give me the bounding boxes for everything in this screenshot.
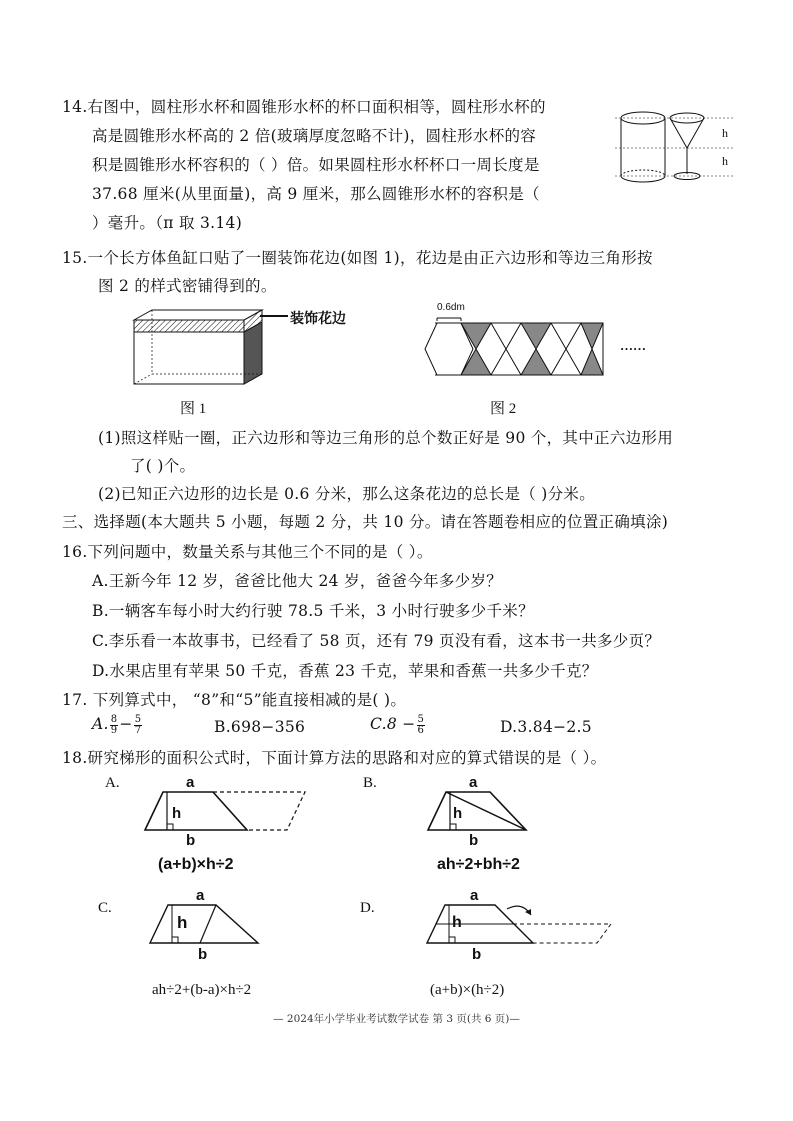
q15-fig2-caption: 图 2 bbox=[490, 401, 517, 417]
q15-fig1-tag: 装饰花边 bbox=[290, 310, 346, 326]
q14-figure-cups bbox=[615, 108, 735, 188]
q14-line2: 高是圆锥形水杯高的 2 倍(玻璃厚度忽略不计)，圆柱形水杯的容 bbox=[92, 127, 537, 145]
q15-fig2-dots: …… bbox=[620, 338, 646, 353]
q18-fig-d-b: b bbox=[472, 946, 482, 963]
q17-stem: 17. 下列算式中， “8”和“5”能直接相减的是( )。 bbox=[62, 691, 407, 709]
page-footer: — 2024年小学毕业考试数学试卷 第 3 页(共 6 页)— bbox=[273, 1013, 520, 1025]
q14-line4: 37.68 厘米(从里面量)，高 9 厘米，那么圆锥形水杯的容积是（ bbox=[92, 185, 540, 203]
q18-fig-a-b: b bbox=[186, 832, 196, 849]
q18-fig-d-h: h bbox=[452, 914, 462, 931]
q18-fig-b bbox=[428, 790, 538, 835]
q18-formula-c: ah÷2+(b-a)×h÷2 bbox=[152, 982, 252, 998]
q18-option-c-label: C. bbox=[98, 900, 112, 916]
q14-line1: 14.右图中，圆柱形水杯和圆锥形水杯的杯口面积相等，圆柱形水杯的 bbox=[62, 98, 546, 116]
q16-stem: 16.下列问题中，数量关系与其他三个不同的是（ ）。 bbox=[62, 543, 433, 561]
section3-heading: 三、选择题(本大题共 5 小题，每题 2 分，共 10 分。请在答题卷相应的位置正确填涂) bbox=[62, 513, 669, 531]
q18-fig-b-h: h bbox=[453, 805, 463, 822]
q15-fig2-dim: 0.6dm bbox=[437, 302, 465, 313]
q15-fig2-strip bbox=[425, 322, 610, 378]
q18-fig-c-a: a bbox=[196, 887, 205, 904]
q15-sub1-line2: 了( )个。 bbox=[130, 457, 196, 475]
q17-option-b: B.698−356 bbox=[214, 718, 306, 736]
q16-option-a: A.王新今年 12 岁，爸爸比他大 24 岁，爸爸今年多少岁？ bbox=[92, 572, 503, 590]
q15-sub2: (2)已知正六边形的边长是 0.6 分米，那么这条花边的总长是（ )分米。 bbox=[98, 485, 596, 503]
q18-option-a-label: A. bbox=[105, 775, 120, 791]
q15-fig1-caption: 图 1 bbox=[180, 401, 207, 417]
q14-h-label-bottom: h bbox=[722, 154, 728, 168]
q18-fig-a-h: h bbox=[172, 805, 182, 822]
q18-fig-c-h: h bbox=[177, 913, 188, 932]
q16-option-b: B.一辆客车每小时大约行驶 78.5 千米，3 小时行驶多少千米？ bbox=[92, 602, 534, 620]
q14-line5: ）毫升。（π 取 3.14) bbox=[92, 214, 243, 232]
q18-fig-c-b: b bbox=[198, 946, 208, 963]
q18-stem: 18.研究梯形的面积公式时，下面计算方法的思路和对应的算式错误的是（ ）。 bbox=[62, 749, 607, 767]
q18-fig-b-b: b bbox=[469, 832, 479, 849]
q17-option-d: D.3.84−2.5 bbox=[500, 718, 592, 736]
q18-formula-a: (a+b)×h÷2 bbox=[158, 856, 234, 873]
q14-h-label-top: h bbox=[722, 126, 728, 140]
q15-line1: 15.一个长方体鱼缸口贴了一圈装饰花边(如图 1)，花边是由正六边形和等边三角形按 bbox=[62, 249, 653, 267]
q15-line2: 图 2 的样式密铺得到的。 bbox=[98, 277, 277, 295]
q18-fig-c bbox=[150, 903, 265, 948]
q18-formula-b: ah÷2+bh÷2 bbox=[437, 856, 520, 873]
q16-option-c: C.李乐看一本故事书，已经看了 58 页，还有 79 页没有看，这本书一共多少页？ bbox=[92, 632, 661, 650]
q18-option-b-label: B. bbox=[363, 775, 377, 791]
q14-line3: 积是圆锥形水杯容积的（ ）倍。如果圆柱形水杯杯口一周长度是 bbox=[92, 156, 540, 174]
q17-option-c: C.8 − $\frac{5}{6}$ bbox=[370, 713, 425, 736]
q17-option-a: A. $\frac{8}{9}$ − $\frac{5}{7}$ bbox=[92, 713, 142, 736]
q18-fig-d-a: a bbox=[470, 887, 479, 904]
q18-option-d-label: D. bbox=[360, 900, 375, 916]
q18-fig-a bbox=[145, 790, 310, 835]
q18-fig-a-a: a bbox=[186, 774, 195, 791]
q16-option-d: D.水果店里有苹果 50 千克，香蕉 23 千克，苹果和香蕉一共多少千克？ bbox=[92, 662, 598, 680]
q15-sub1-line1: (1)照这样贴一圈，正六边形和等边三角形的总个数正好是 90 个，其中正六边形用 bbox=[98, 429, 674, 447]
q15-fig1-tank bbox=[132, 308, 272, 388]
q18-formula-d: (a+b)×(h÷2) bbox=[430, 982, 505, 998]
q18-fig-b-a: a bbox=[469, 774, 478, 791]
